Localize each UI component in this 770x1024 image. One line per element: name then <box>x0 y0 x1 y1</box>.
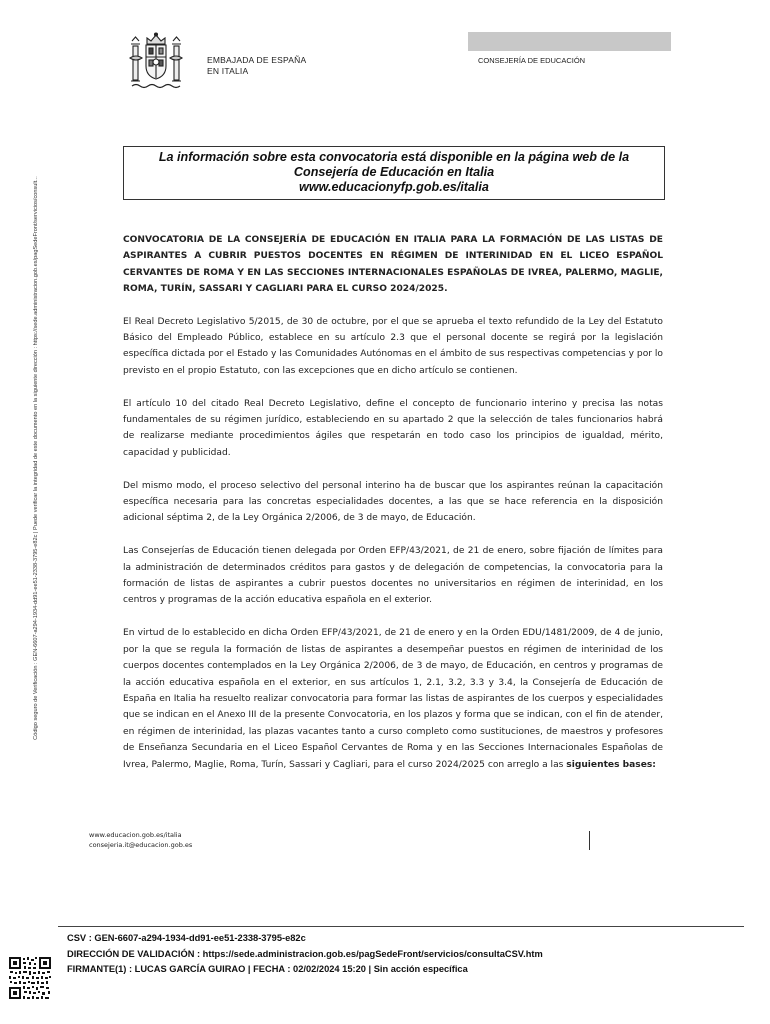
footer-web[interactable]: www.educacion.gob.es/italia <box>89 831 182 839</box>
csv-block <box>67 931 543 978</box>
info-box-line-1: La información sobre esta convocatoria está disponible en la página web de la <box>158 150 630 164</box>
csv-signer: FIRMANTE(1) : LUCAS GARCÍA GUIRAO | FECHA : 02/02/2024 15:20 | Sin acción específica <box>67 964 468 974</box>
paragraph-2: El artículo 10 del citado Real Decreto Legislativo, define el concepto de funcionario interino y precisa las notas fundamentales de su régimen jurídico, estableciendo en su apartado 2 que la selección de tales funcionarios habrá de realizarse mediante procedimientos ágiles que respetarán en todo caso los principios de igualdad, mérito, capacidad y publicidad. <box>123 398 663 458</box>
footer-contact <box>89 830 192 850</box>
paragraph-5 <box>123 625 663 773</box>
paragraph-1: El Real Decreto Legislativo 5/2015, de 30 de octubre, por el que se aprueba el texto refundido de la Ley del Estatuto Básico del Empleado Público, establece en su artículo 2.3 que el personal docente se regirá por la legislación específica dictada por el Estado y las Comunidades Autónomas en el ámbito de sus respectivas competencias y por lo previsto en el propio Estatuto, con las excepciones que en dicho artículo se contienen. <box>123 316 663 376</box>
footer-email[interactable]: consejeria.it@educacion.gob.es <box>89 841 193 849</box>
csv-code: CSV : GEN-6607-a294-1934-dd91-ee51-2338-3795-e82c <box>67 933 306 943</box>
info-box-line-2: Consejería de Educación en Italia <box>293 165 495 179</box>
document-title: CONVOCATORIA DE LA CONSEJERÍA DE EDUCACIÓN EN ITALIA PARA LA FORMACIÓN DE LAS LISTAS DE ASPIRANTES A CUBRIR PUESTOS DOCENTES EN RÉGIMEN DE INTERINIDAD EN EL LICEO ESPAÑOL CERVANTES DE ROMA Y EN LAS SECCIONES INTERNACIONALES ESPAÑOLAS DE IVREA, PALERMO, MAGLIE, ROMA, TURÍN, SASSARI Y CAGLIARI PARA EL CURSO 2024/2025. <box>123 235 663 295</box>
paragraph-5-text: En virtud de lo establecido en dicha Orden EFP/43/2021, de 21 de enero y en la Orden EDU/1481/2009, de 4 de junio, por la que se regula la formación de listas de aspirantes a desempeñar puestos en régimen de interinidad de los cuerpos docentes contemplados en la Ley Orgánica 2/2006, de 3 de mayo, de Educación, en centros y programas de la acción educativa española en el exterior, en sus artículos 1, 2.1, 3.2, 3.3 y 3.4, la Consejería de Educación de España en Italia ha resuelto realizar convocatoria para formar las listas de aspirantes de los cuerpos y especialidades que se indican en el Anexo III de la presente Convocatoria, en los plazos y forma que se indican, con el fin de atender, en régimen de interinidad, las plazas vacantes tanto a curso completo como sustituciones, de maestros y profesores de Enseñanza Secundaria en el Liceo Español Cervantes de Roma y en las Secciones Internacionales Españolas de Ivrea, Palermo, Maglie, Roma, Turín, Sassari y Cagliari, para el curso 2024/2025 con arreglo a las <box>123 628 663 770</box>
consejeria-label: CONSEJERÍA DE EDUCACIÓN <box>478 56 586 65</box>
header-grey-box <box>468 32 671 51</box>
document-body <box>123 232 663 789</box>
paragraph-4: Las Consejerías de Educación tienen delegada por Orden EFP/43/2021, de 21 de enero, sobre fijación de límites para la administración de determinados créditos para gastos y de delegación de competencias, la convocatoria para la formación de listas de aspirantes a cubrir puestos docentes no universitarios en régimen de interinidad, en los centros y programas de la acción educativa española en el exterior. <box>123 546 663 606</box>
paragraph-3: Del mismo modo, el proceso selectivo del personal interino ha de buscar que los aspirantes reúnan la capacitación específica necesaria para las concretas especialidades docentes, a las que se hace referencia en la disposición adicional séptima 2, de la Ley Orgánica 2/2006, de 3 de mayo, de Educación. <box>123 480 663 524</box>
coat-of-arms-icon <box>128 32 184 90</box>
verification-side-text: Código seguro de Verificación : GEN-6607-a294-1934-dd91-ee51-2338-3795-e82c | Puede verificar la integridad de este documento en la siguiente dirección : https://sede.administracion.gob.es/pagSedeFront/servicios/consult... <box>33 176 39 740</box>
qr-code-icon <box>8 956 52 1000</box>
csv-validation-url[interactable]: DIRECCIÓN DE VALIDACIÓN : https://sede.administracion.gob.es/pagSedeFront/servicios/consultaCSV.htm <box>67 948 543 959</box>
footer-divider <box>589 831 590 850</box>
csv-divider <box>58 926 744 927</box>
embassy-name <box>207 55 306 77</box>
paragraph-5-bold: siguientes bases: <box>566 759 656 770</box>
embassy-line-1: EMBAJADA DE ESPAÑA <box>207 55 307 65</box>
embassy-line-2: EN ITALIA <box>207 66 249 76</box>
info-box <box>123 146 665 200</box>
info-box-line-3: www.educacionyfp.gob.es/italia <box>299 180 489 194</box>
